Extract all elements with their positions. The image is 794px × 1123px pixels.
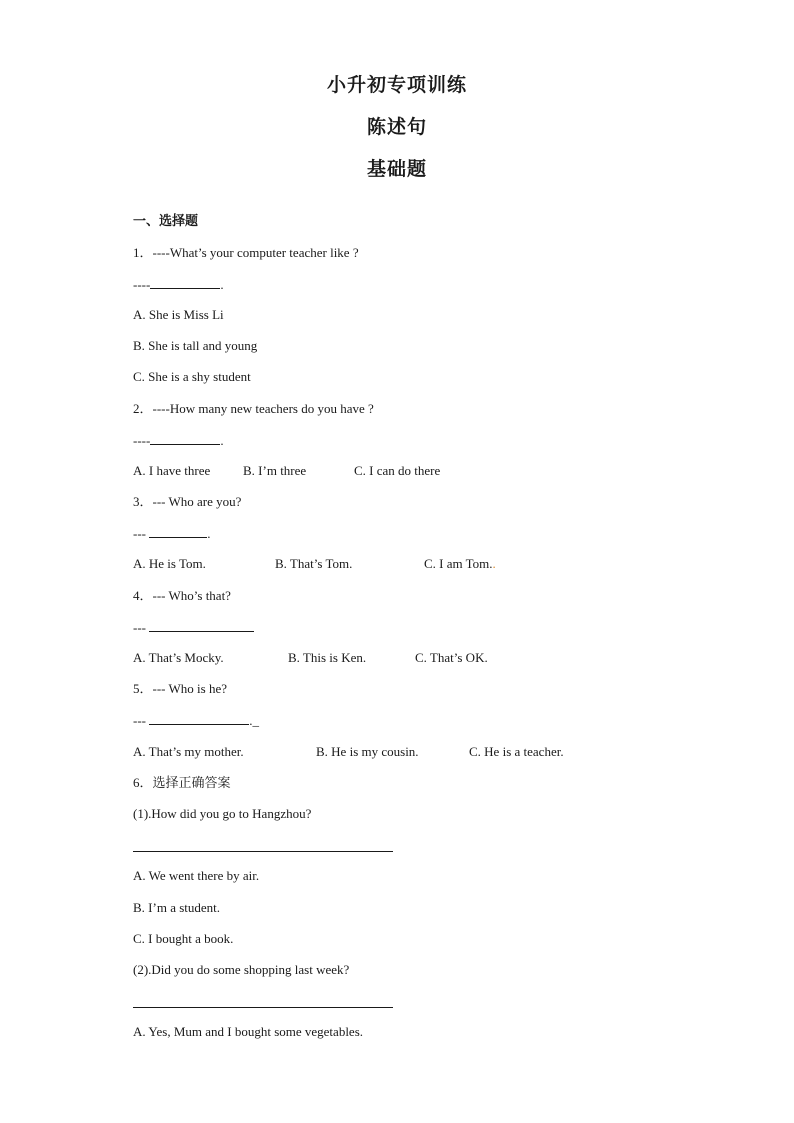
answer-suffix: .: [220, 277, 224, 292]
question-2-option-c: C. I can do there: [354, 463, 441, 478]
question-2-option-a: A. I have three: [133, 463, 211, 478]
question-4-option-b: B. This is Ken.: [288, 650, 367, 665]
question-6-stem: 6．选择正确答案: [133, 775, 231, 790]
question-6-1-option-b: B. I’m a student.: [133, 900, 221, 915]
answer-rule[interactable]: [133, 1007, 393, 1008]
question-6-2-option-a: A. Yes, Mum and I bought some vegetables.: [133, 1024, 364, 1039]
question-2-stem: 2．----How many new teachers do you have ?: [133, 401, 374, 416]
difficulty-level: 基础题: [366, 158, 427, 180]
answer-prefix: ---: [133, 713, 146, 728]
answer-suffix: ._: [249, 713, 259, 728]
question-6-1-option-c: C. I bought a book.: [133, 931, 234, 946]
question-5-stem: 5．--- Who is he?: [133, 681, 227, 696]
answer-suffix: .: [207, 526, 211, 541]
question-2-option-b: B. I’m three: [243, 463, 307, 478]
question-3-option-c-wrap: [424, 556, 496, 572]
answer-prefix: ---: [133, 526, 146, 541]
answer-blank[interactable]: [150, 432, 220, 445]
answer-prefix: ---: [133, 620, 146, 635]
answer-blank[interactable]: [149, 619, 254, 632]
question-3-option-b: B. That’s Tom.: [275, 556, 353, 571]
section-heading: 一、选择题: [133, 214, 199, 229]
question-3-answer-line: [133, 525, 211, 542]
question-2-answer-line: [133, 432, 224, 449]
answer-blank[interactable]: [149, 712, 249, 725]
answer-blank[interactable]: [150, 276, 220, 289]
question-5-option-a: A. That’s my mother.: [133, 744, 244, 759]
question-5-option-c: C. He is a teacher.: [469, 744, 564, 759]
question-1-option-a: A. She is Miss Li: [133, 307, 224, 322]
question-1-option-b: B. She is tall and young: [133, 338, 258, 353]
question-1-answer-line: [133, 276, 224, 293]
question-4-option-a: A. That’s Mocky.: [133, 650, 224, 665]
question-5-answer-line: [133, 712, 259, 729]
question-6-2-stem: (2).Did you do some shopping last week?: [133, 962, 350, 977]
question-4-option-c: C. That’s OK.: [415, 650, 488, 665]
answer-prefix: ----: [133, 433, 151, 448]
question-1-stem: 1．----What’s your computer teacher like ?: [133, 245, 359, 260]
question-5-option-b: B. He is my cousin.: [316, 744, 419, 759]
question-4-answer-line: [133, 619, 254, 636]
answer-blank[interactable]: [149, 525, 207, 538]
question-3-stem: 3．--- Who are you?: [133, 494, 242, 509]
question-3-option-a: A. He is Tom.: [133, 556, 206, 571]
question-1-option-c: C. She is a shy student: [133, 369, 251, 384]
answer-prefix: ----: [133, 277, 151, 292]
question-3-option-c: C. I am Tom.: [424, 556, 493, 571]
question-6-1-option-a: A. We went there by air.: [133, 868, 260, 883]
worksheet-title: 小升初专项训练: [326, 74, 467, 96]
answer-rule[interactable]: [133, 851, 393, 852]
question-4-stem: 4．--- Who’s that?: [133, 588, 231, 603]
worksheet-subtitle: 陈述句: [366, 116, 427, 138]
answer-suffix: .: [220, 433, 224, 448]
question-6-1-stem: (1).How did you go to Hangzhou?: [133, 806, 312, 821]
trailing-mark: .: [492, 556, 496, 571]
